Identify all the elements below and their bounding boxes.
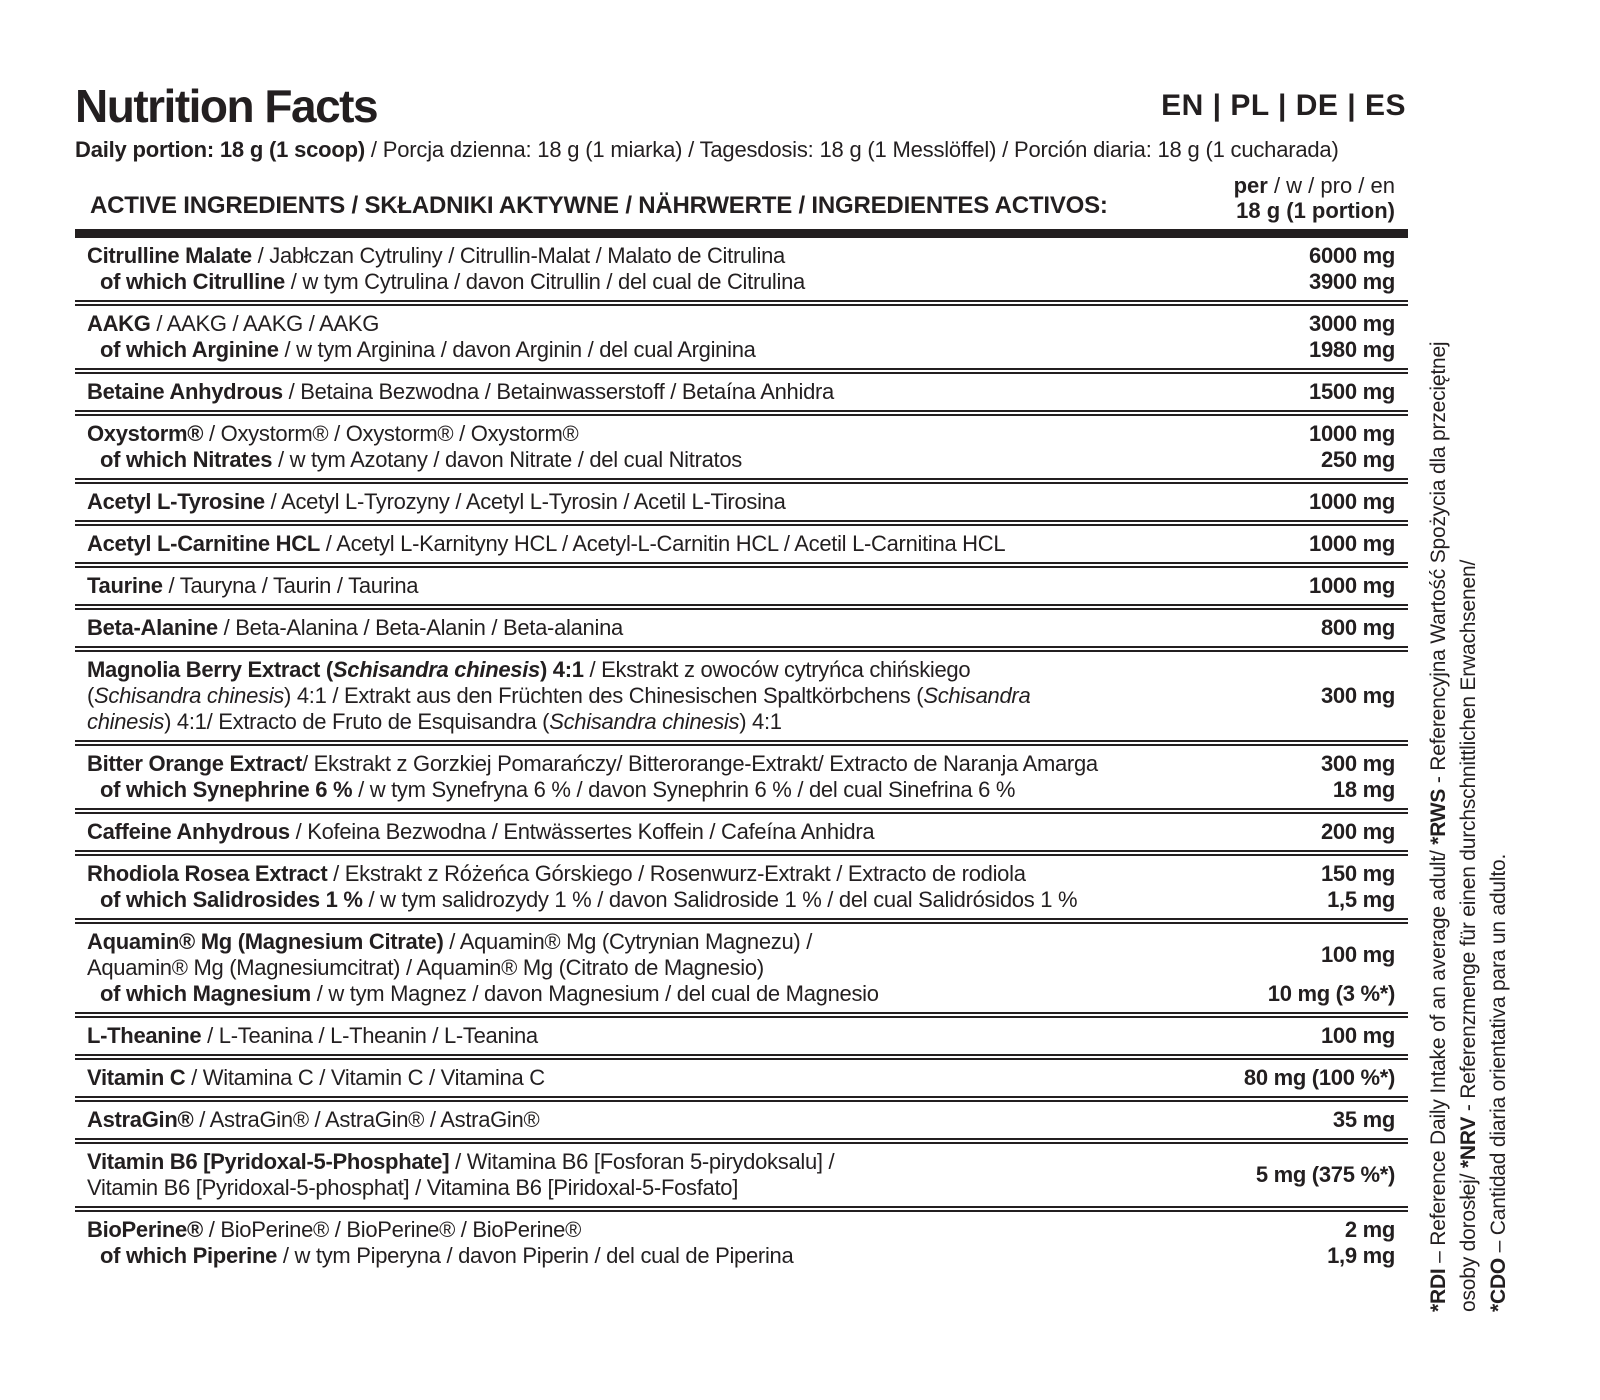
ingredient-name: (Schisandra chinesis) 4:1 / Extrakt aus den Früchten des Chinesischen Spaltkörbchens (Schisandra <box>87 683 1031 708</box>
ingredient-row <box>75 740 1408 808</box>
ingredient-name: Bitter Orange Extract/ Ekstrakt z Gorzkiej Pomarańczy/ Bitterorange-Extrakt/ Extracto de Naranja Amarga <box>87 751 1098 776</box>
ingredients-table-body <box>75 238 1408 1274</box>
per-portion-heading <box>1234 173 1408 223</box>
ingredient-name: of which Magnesium / w tym Magnez / davon Magnesium / del cual de Magnesio <box>100 981 879 1006</box>
ingredient-name: AstraGin® / AstraGin® / AstraGin® / AstraGin® <box>87 1107 540 1132</box>
ingredient-row <box>75 604 1408 646</box>
ingredient-row <box>75 1206 1408 1274</box>
ingredient-name: L-Theanine / L-Teanina / L-Theanin / L-Teanina <box>87 1023 538 1048</box>
active-ingredients-heading: ACTIVE INGREDIENTS / SKŁADNIKI AKTYWNE / NÄHRWERTE / INGREDIENTES ACTIVOS: <box>90 192 1108 219</box>
ingredient-name: Aquamin® Mg (Magnesium Citrate) / Aquamin® Mg (Cytrynian Magnezu) / <box>87 929 813 954</box>
ingredient-row <box>75 1096 1408 1138</box>
daily-portion-line: Daily portion: 18 g (1 scoop) / Porcja dzienna: 18 g (1 miarka) / Tagesdosis: 18 g (1 Messlöffel) / Porción diaria: 18 g (1 cucharada) <box>75 137 1339 162</box>
ingredient-name: of which Citrulline / w tym Cytrulina / davon Citrullin / del cual de Citrulina <box>100 269 805 294</box>
ingredient-row <box>75 1054 1408 1096</box>
ingredient-name: chinesis) 4:1/ Extracto de Fruto de Esquisandra (Schisandra chinesis) 4:1 <box>87 709 782 734</box>
language-list: EN | PL | DE | ES <box>1161 89 1406 122</box>
ingredient-name: Betaine Anhydrous / Betaina Bezwodna / Betainwasserstoff / Betaína Anhidra <box>87 379 834 404</box>
ingredient-amount: 35 mg <box>1332 1107 1395 1132</box>
ingredient-name: of which Arginine / w tym Arginina / davon Arginin / del cual Arginina <box>100 337 756 362</box>
ingredient-amount: 300 mg <box>1320 683 1395 708</box>
ingredient-amount: 80 mg (100 %*) <box>1243 1065 1395 1090</box>
ingredient-amount: 1,9 mg <box>1327 1243 1395 1268</box>
ingredient-row <box>75 1012 1408 1054</box>
header-divider-bar <box>75 229 1408 238</box>
ingredient-name: Acetyl L-Tyrosine / Acetyl L-Tyrozyny / Acetyl L-Tyrosin / Acetil L-Tirosina <box>87 489 786 514</box>
label-header <box>75 82 1408 130</box>
ingredient-row <box>75 368 1408 410</box>
ingredient-amount: 18 mg <box>1332 777 1395 802</box>
ingredient-amount: 1980 mg <box>1309 337 1395 362</box>
portion-line: 18 g (1 portion) <box>1236 198 1395 223</box>
ingredient-name: of which Nitrates / w tym Azotany / davon Nitrate / del cual Nitratos <box>100 447 742 472</box>
per-line: per / w / pro / en <box>1233 173 1395 198</box>
ingredient-row <box>75 918 1408 1012</box>
ingredient-amount: 1000 mg <box>1309 421 1395 446</box>
ingredient-name: Acetyl L-Carnitine HCL / Acetyl L-Karnityny HCL / Acetyl-L-Carnitin HCL / Acetil L-Carnitina HCL <box>87 531 1006 556</box>
ingredient-name: Oxystorm® / Oxystorm® / Oxystorm® / Oxystorm® <box>87 421 579 446</box>
page-title: Nutrition Facts <box>75 80 378 132</box>
ingredient-name: Vitamin B6 [Pyridoxal-5-phosphat] / Vitamina B6 [Piridoxal-5-Fosfato] <box>87 1175 739 1200</box>
ingredient-name: BioPerine® / BioPerine® / BioPerine® / BioPerine® <box>87 1217 582 1242</box>
ingredient-amount: 1500 mg <box>1309 379 1395 404</box>
footnotes-vertical-text <box>1424 232 1514 1312</box>
ingredient-amount: 1,5 mg <box>1327 887 1395 912</box>
ingredient-row <box>75 238 1408 300</box>
ingredient-amount: 3000 mg <box>1309 311 1395 336</box>
ingredient-row <box>75 478 1408 520</box>
ingredient-name: Citrulline Malate / Jabłczan Cytruliny / Citrullin-Malat / Malato de Citrulina <box>87 243 785 268</box>
ingredient-amount: 5 mg (375 %*) <box>1255 1162 1395 1187</box>
ingredient-row <box>75 850 1408 918</box>
ingredient-name: AAKG / AAKG / AAKG / AAKG <box>87 311 380 336</box>
footnote-line-1: *RDI – Reference Daily Intake of an average adult/ *RWS - Referencyjna Wartość Spożycia dla przeciętnej <box>1427 341 1450 1312</box>
table-header <box>75 173 1408 223</box>
ingredient-name: Beta-Alanine / Beta-Alanina / Beta-Alanin / Beta-alanina <box>87 615 623 640</box>
ingredient-row <box>75 520 1408 562</box>
ingredient-row <box>75 410 1408 478</box>
ingredient-row <box>75 808 1408 850</box>
footnote-line-3: *CDO – Cantidad diaria orientativa para un adulto. <box>1487 853 1510 1312</box>
ingredient-row <box>75 646 1408 740</box>
ingredient-name: of which Salidrosides 1 % / w tym salidrozydy 1 % / davon Salidroside 1 % / del cual Salidrósidos 1 % <box>100 887 1078 912</box>
ingredient-name: Taurine / Tauryna / Taurin / Taurina <box>87 573 419 598</box>
ingredient-amount: 1000 mg <box>1309 531 1395 556</box>
ingredient-name: Vitamin C / Witamina C / Vitamin C / Vitamina C <box>87 1065 545 1090</box>
footnote-line-2: osoby dorosłej/ *NRV - Referenzmenge für einen durchschnittlichen Erwachsenen/ <box>1457 559 1480 1312</box>
ingredient-name: Rhodiola Rosea Extract / Ekstrakt z Różeńca Górskiego / Rosenwurz-Extrakt / Extracto de rodiola <box>87 861 1026 886</box>
ingredient-name: of which Piperine / w tym Piperyna / davon Piperin / del cual de Piperina <box>100 1243 794 1268</box>
ingredient-amount: 100 mg <box>1320 1023 1395 1048</box>
ingredient-amount: 6000 mg <box>1309 243 1395 268</box>
ingredient-amount: 1000 mg <box>1309 489 1395 514</box>
ingredient-name: of which Synephrine 6 % / w tym Synefryna 6 % / davon Synephrin 6 % / del cual Sinefrina 6 % <box>100 777 1016 802</box>
ingredient-row <box>75 562 1408 604</box>
ingredient-amount: 250 mg <box>1320 447 1395 472</box>
ingredient-name: Magnolia Berry Extract (Schisandra chinesis) 4:1 / Ekstrakt z owoców cytryńca chińskiego <box>87 657 971 682</box>
ingredient-name: Aquamin® Mg (Magnesiumcitrat) / Aquamin® Mg (Citrato de Magnesio) <box>87 955 764 980</box>
ingredient-amount: 200 mg <box>1320 819 1395 844</box>
ingredient-amount: 3900 mg <box>1309 269 1395 294</box>
label-content <box>75 82 1408 1274</box>
ingredient-row <box>75 1138 1408 1206</box>
ingredient-amount: 300 mg <box>1320 751 1395 776</box>
ingredient-amount: 800 mg <box>1320 615 1395 640</box>
ingredient-amount: 150 mg <box>1320 861 1395 886</box>
ingredient-name: Vitamin B6 [Pyridoxal-5-Phosphate] / Witamina B6 [Fosforan 5-pirydoksalu] / <box>87 1149 835 1174</box>
ingredient-amount: 10 mg (3 %*) <box>1267 981 1395 1006</box>
ingredient-amount: 1000 mg <box>1309 573 1395 598</box>
ingredient-name: Caffeine Anhydrous / Kofeina Bezwodna / Entwässertes Koffein / Cafeína Anhidra <box>87 819 875 844</box>
ingredient-amount: 2 mg <box>1344 1217 1395 1242</box>
ingredient-row <box>75 300 1408 368</box>
ingredient-amount: 100 mg <box>1320 942 1395 967</box>
